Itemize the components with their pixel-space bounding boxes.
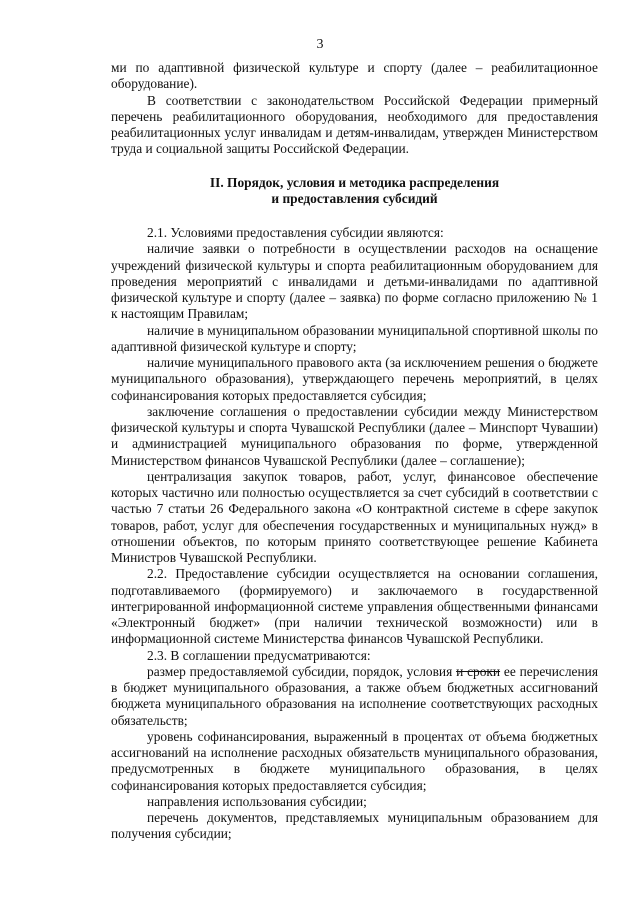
paragraph: 2.2. Предоставление субсидии осуществляется на основании соглашения, подготавливаемого (формируемого) и заключаемого в государственной интегрированной информационной системе управления общественными финансами «Электронный бюджет» (при наличии технической возможности) или в информационной системе Министерства финансов Чувашской Республики.	[111, 566, 598, 647]
paragraph-text: ее перечисления в бюджет муниципального образования, а также объем бюджетных ассигнований бюджета муниципального образования на исполнение соответствующих расходных обязательств;	[111, 663, 598, 728]
page-number: 3	[316, 37, 324, 52]
paragraph: наличие муниципального правового акта (за исключением решения о бюджете муниципального образования), утверждающего перечень мероприятий, в целях софинансирования которых предоставляется субсидия;	[111, 355, 598, 403]
paragraph: наличие заявки о потребности в осуществлении расходов на оснащение учреждений физической культуры и спорта реабилитационным оборудованием для проведения мероприятий с инвалидами и детьми-инвалидами по адаптивной физической культуре и спорту (далее – заявка) по форме согласно приложению № 1 к настоящим Правилам;	[111, 241, 598, 322]
section-heading-line: II. Порядок, условия и методика распределения	[209, 174, 500, 190]
paragraph: ми по адаптивной физической культуре и спорту (далее – реабилитационное оборудование).	[111, 60, 598, 92]
paragraph: централизация закупок товаров, работ, услуг, финансовое обеспечение которых частично или полностью осуществляется за счет субсидий в соответствии с частью 7 статьи 26 Федерального закона «О контрактной системе в сфере закупок товаров, работ, услуг для обеспечения государственных и муниципальных нужд» в отношении объектов, по которым принято соответствующее решение Кабинета Министров Чувашской Республики.	[111, 468, 598, 565]
paragraph: 2.3. В соглашении предусматриваются:	[147, 647, 371, 663]
struck-text: и сроки	[456, 663, 501, 679]
paragraph: В соответствии с законодательством Российской Федерации примерный перечень реабилитационного оборудования, необходимого для предоставления реабилитационных услуг инвалидам и детям-инвалидам, утвержден Министерством труда и социальной защиты Российской Федерации.	[111, 92, 598, 157]
paragraph: наличие в муниципальном образовании муниципальной спортивной школы по адаптивной физической культуре и спорту;	[111, 322, 598, 354]
paragraph: 2.1. Условиями предоставления субсидии являются:	[147, 225, 444, 240]
paragraph: заключение соглашения о предоставлении субсидии между Министерством физической культуры и спорта Чувашской Республики (далее – Минспорт Чувашии) и администрацией муниципального образования по форме, утвержденной Министерством финансов Чувашской Республики (далее – соглашение);	[111, 403, 598, 468]
paragraph: перечень документов, представляемых муниципальным образованием для получения субсидии;	[111, 810, 598, 842]
paragraph	[111, 664, 598, 729]
paragraph-text: размер предоставляемой субсидии, порядок, условия	[147, 663, 457, 679]
paragraph: уровень софинансирования, выраженный в процентах от объема бюджетных ассигнований на исполнение расходных обязательств муниципального образования, предусмотренных в бюджете муниципального образования, в целях софинансирования которых предоставляется субсидия;	[111, 728, 598, 793]
section-heading	[111, 175, 598, 208]
document-body	[111, 60, 598, 843]
paragraph: направления использования субсидии;	[147, 793, 367, 809]
section-heading-line: и предоставления субсидий	[271, 190, 438, 206]
